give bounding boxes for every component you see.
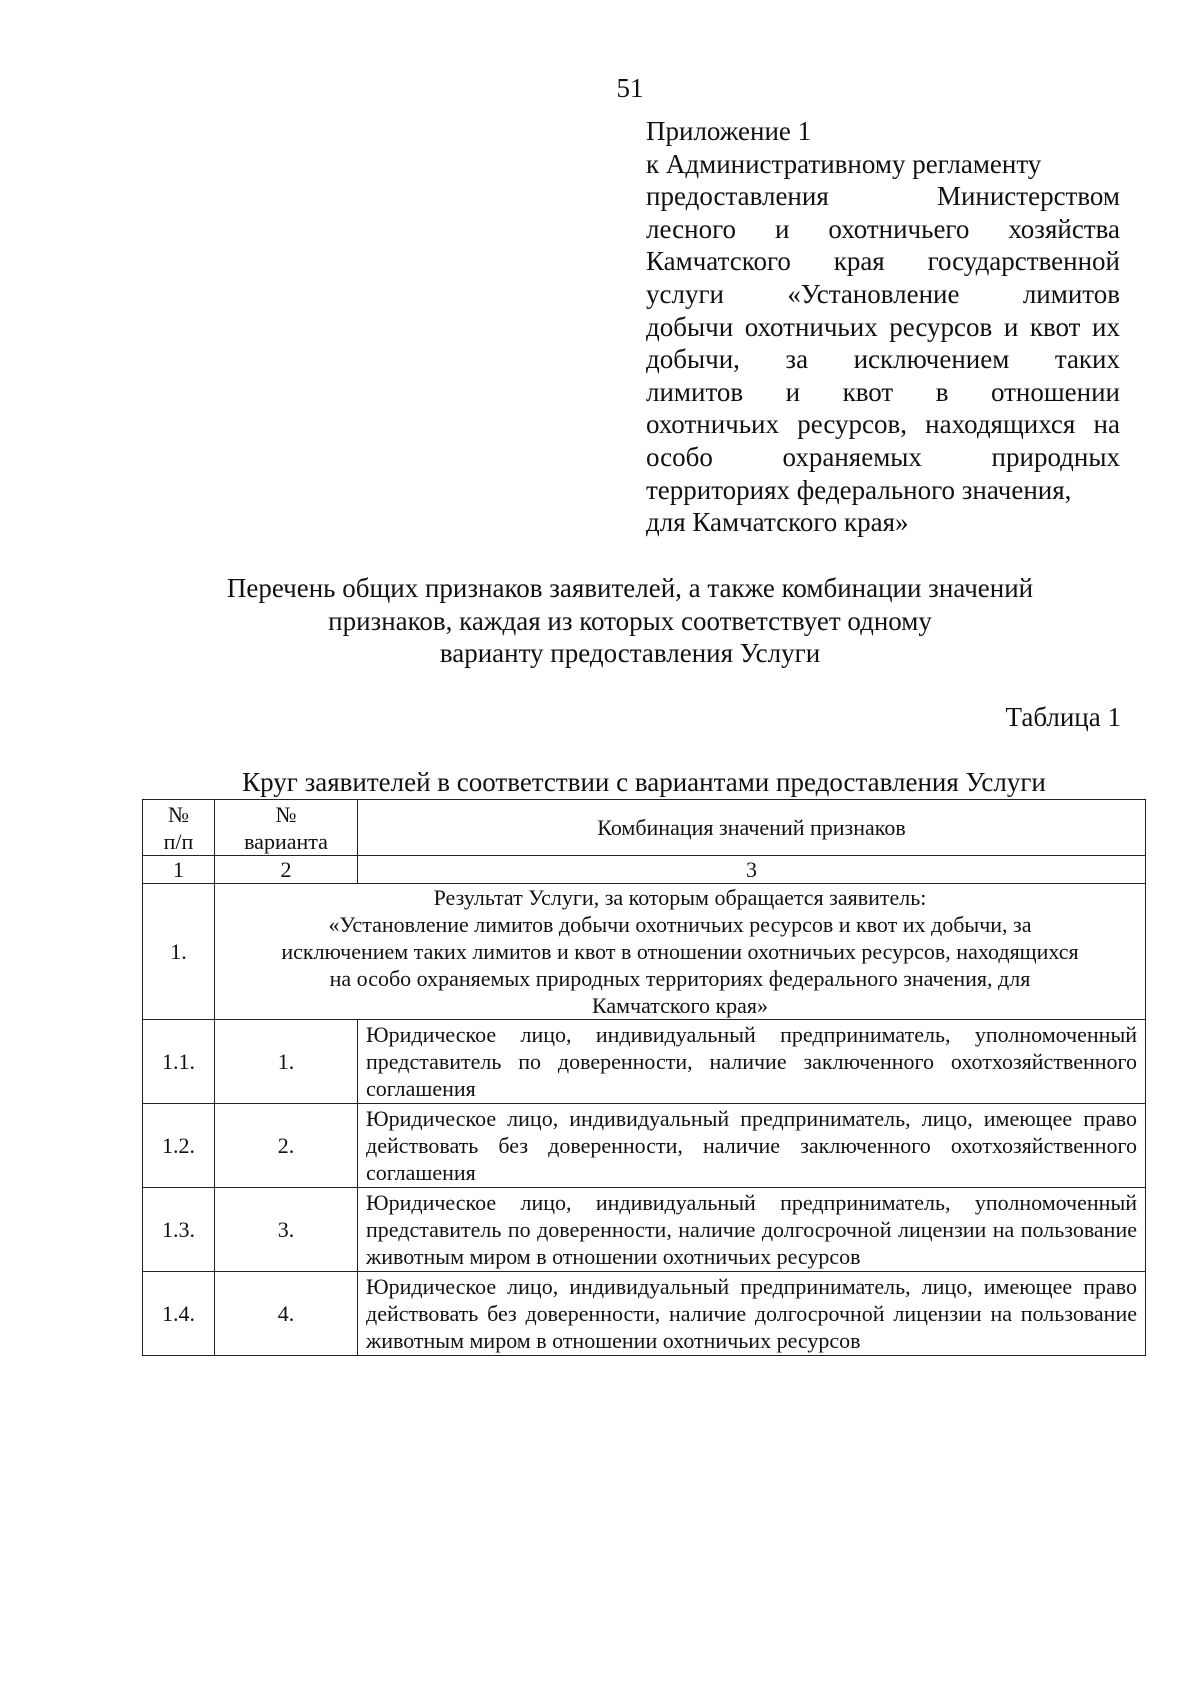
row-variant: 3. [215,1188,358,1272]
heading-line: варианту предоставления Услуги [439,638,821,668]
header-variant-line1: № [275,801,297,827]
table-row [143,1104,1146,1188]
appendix-line: для Камчатского края» [646,507,909,538]
appendix-line: охотничьих ресурсов, находящихся на [646,409,1120,440]
result-line: Результат Услуги, за которым обращается заявитель: [433,885,927,910]
header-variant [215,800,358,856]
row-variant: 4. [215,1272,358,1356]
heading-line: Перечень общих признаков заявителей, а также комбинации значений [226,573,1034,603]
row-combination: Юридическое лицо, индивидуальный предприниматель, уполномоченный представитель по доверенности, наличие долгосрочной лицензии на пользование животным миром в отношении охотничьих ресурсов [358,1188,1146,1272]
appendix-line: Приложение 1 [646,116,812,146]
appendix-line: лимитов и квот в отношении [646,376,1120,407]
page-number: 51 [616,73,644,103]
column-number-row [143,856,1146,884]
table-header-row [143,800,1146,856]
header-variant-line2: варианта [244,828,328,854]
row-combination: Юридическое лицо, индивидуальный предприниматель, лицо, имеющее право действовать без доверенности, наличие заключенного охотхозяйственного соглашения [358,1104,1146,1188]
appendix-line: добычи, за исключением таких [646,344,1120,375]
column-number: 2 [215,856,358,884]
column-number: 1 [143,856,215,884]
row-combination: Юридическое лицо, индивидуальный предприниматель, уполномоченный представитель по доверенности, наличие заключенного охотхозяйственного соглашения [358,1020,1146,1104]
appendix-line: лесного и охотничьего хозяйства [646,213,1120,244]
row-num: 1. [143,884,215,1020]
appendix-line: услуги «Установление лимитов [646,278,1120,309]
header-num-line1: № [168,801,189,827]
header-num [143,800,215,856]
appendix-line: к Административному регламенту [646,148,1042,179]
result-line: «Установление лимитов добычи охотничьих ресурсов и квот их добычи, за [328,912,1032,937]
header-num-line2: п/п [163,828,194,854]
table-label: Таблица 1 [1005,702,1121,732]
result-description [215,884,1146,1020]
applicants-table [142,799,1146,1356]
header-combination: Комбинация значений признаков [358,800,1146,856]
row-combination: Юридическое лицо, индивидуальный предприниматель, лицо, имеющее право действовать без доверенности, наличие долгосрочной лицензии на пользование животным миром в отношении охотничьих ресурсов [358,1272,1146,1356]
heading-line: признаков, каждая из которых соответствует одному [328,605,932,636]
appendix-line: предоставления Министерством [646,181,1120,212]
row-num: 1.1. [143,1020,215,1104]
row-num: 1.3. [143,1188,215,1272]
table-caption: Круг заявителей в соответствии с вариантами предоставления Услуги [242,767,1046,797]
table-row [143,1272,1146,1356]
table-row [143,1020,1146,1104]
column-number: 3 [358,856,1146,884]
appendix-reference [646,115,1120,539]
appendix-line: территориях федерального значения, [646,474,1072,505]
row-variant: 1. [215,1020,358,1104]
appendix-line: добычи охотничьих ресурсов и квот их [646,311,1120,342]
result-row [143,884,1146,1020]
document-heading [150,572,1110,670]
appendix-line: особо охраняемых природных [646,441,1120,472]
appendix-line: Камчатского края государственной [646,246,1120,277]
table-row [143,1188,1146,1272]
row-num: 1.2. [143,1104,215,1188]
result-line: на особо охраняемых природных территориях федерального значения, для [329,966,1031,991]
row-variant: 2. [215,1104,358,1188]
result-line: Камчатского края» [591,993,769,1018]
result-line: исключением таких лимитов и квот в отношении охотничьих ресурсов, находящихся [281,939,1079,964]
row-num: 1.4. [143,1272,215,1356]
